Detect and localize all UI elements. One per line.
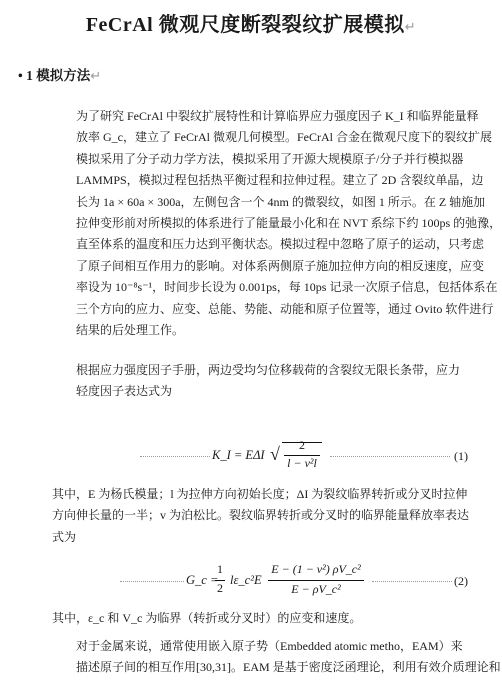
section-heading-text: 模拟方法 bbox=[36, 68, 91, 83]
text-line: 根据应力强度因子手册，两边受均匀位移载荷的含裂纹无限长条带，应力 bbox=[76, 363, 461, 377]
text-line: 结果的后处理工作。 bbox=[76, 323, 185, 338]
text-line: LAMMPS，模拟过程包括热平衡过程和拉伸过程。建立了 2D 含裂纹单晶，边 bbox=[76, 173, 484, 188]
paragraph-2 bbox=[52, 360, 472, 403]
section-number: 1 bbox=[26, 68, 33, 83]
equation-leader-right bbox=[372, 581, 452, 582]
fraction-bar bbox=[268, 580, 364, 581]
paragraph-3 bbox=[52, 484, 472, 548]
title-text: FeCrAl 微观尺度断裂裂纹扩展模拟 bbox=[85, 14, 405, 36]
paragraph-mark-icon: ↵ bbox=[404, 19, 417, 34]
equation-leader-right bbox=[330, 456, 450, 457]
text-line: 模拟采用了分子动力学方法，模拟采用了开源大规模原子/分子并行模拟器 bbox=[76, 151, 464, 166]
text-line: 其中，E 为杨氏模量；l 为拉伸方向初始长度；ΔI 为裂纹临界转折或分叉时拉伸 bbox=[52, 487, 468, 501]
text-line: 方向伸长量的一半；v 为泊松比。裂纹临界转折或分叉时的临界能量释放率表达 bbox=[52, 508, 470, 523]
equation-1-lhs: K_I = EΔI bbox=[212, 448, 265, 462]
text-line: 率设为 10⁻⁸s⁻¹，时间步长设为 0.001ps，每 10ps 记录一次原子信息，包括体系在 bbox=[76, 280, 498, 295]
text-line: 了原子间相互作用力的影响。对体系两侧原子施加拉伸方向的相反速度，应变 bbox=[76, 258, 485, 273]
page-title bbox=[0, 8, 502, 37]
sqrt-icon: √ bbox=[270, 444, 280, 464]
text-line: 为了研究 FeCrAl 中裂纹扩展特性和计算临界应力强度因子 K_I 和临界能量释 bbox=[76, 109, 479, 123]
equation-leader-left bbox=[140, 456, 210, 457]
text-line: 式为 bbox=[52, 529, 77, 544]
text-line: 放率 G_c，建立了 FeCrAl 微观几何模型。FeCrAl 合金在微观尺度下的裂纹扩展 bbox=[76, 130, 492, 145]
paragraph-5 bbox=[52, 636, 501, 679]
text-line: 其中，ε_c 和 V_c 为临界（转折或分叉时）的应变和速度。 bbox=[52, 611, 362, 625]
coefficient-denominator: 2 bbox=[217, 581, 223, 595]
equation-2-denominator: E − ρV_c² bbox=[291, 582, 341, 596]
equation-leader-left bbox=[120, 581, 184, 582]
paragraph-1 bbox=[52, 106, 502, 341]
equation-2-numerator: E − (1 − v²) ρV_c² bbox=[271, 562, 361, 576]
equation-2-lhs: G_c = bbox=[186, 573, 219, 587]
text-line: 描述原子间的相互作用[30,31]。EAM 是基于密度泛函理论，利用有效介质理论和 bbox=[76, 660, 501, 675]
section-heading bbox=[18, 64, 101, 84]
text-line: 直至体系的温度和压力达到平衡状态。模拟过程中忽略了原子的运动，只考虑 bbox=[76, 237, 485, 252]
paragraph-mark-icon: ↵ bbox=[90, 68, 102, 83]
text-line: 对于金属来说，通常使用嵌入原子势（Embedded atomic metho，EAM）来 bbox=[76, 639, 463, 653]
equation-2-middle: lε_c²E bbox=[230, 573, 262, 587]
text-line: 长为 1a × 60a × 300a，左侧包含一个 4nm 的微裂纹，如图 1 所示。在 Z 轴施加 bbox=[76, 194, 486, 209]
equation-1-numerator: 2 bbox=[299, 438, 305, 452]
coefficient-numerator: 1 bbox=[217, 562, 223, 576]
bullet-icon: • bbox=[18, 68, 23, 83]
text-line: 拉伸变形前对所模拟的体系进行了能量最小化和在 NVT 系综下约 100ps 的弛豫， bbox=[76, 216, 502, 231]
equation-2-number: (2) bbox=[454, 574, 468, 588]
equation-1-denominator: l − v²l bbox=[287, 456, 317, 470]
text-line: 轻度因子表达式为 bbox=[76, 384, 173, 399]
text-line: 三个方向的应力、应变、总能、势能、动能和原子位置等，通过 Ovito 软件进行 bbox=[76, 301, 494, 316]
equation-1-number: (1) bbox=[454, 449, 468, 463]
paragraph-4 bbox=[52, 608, 472, 629]
